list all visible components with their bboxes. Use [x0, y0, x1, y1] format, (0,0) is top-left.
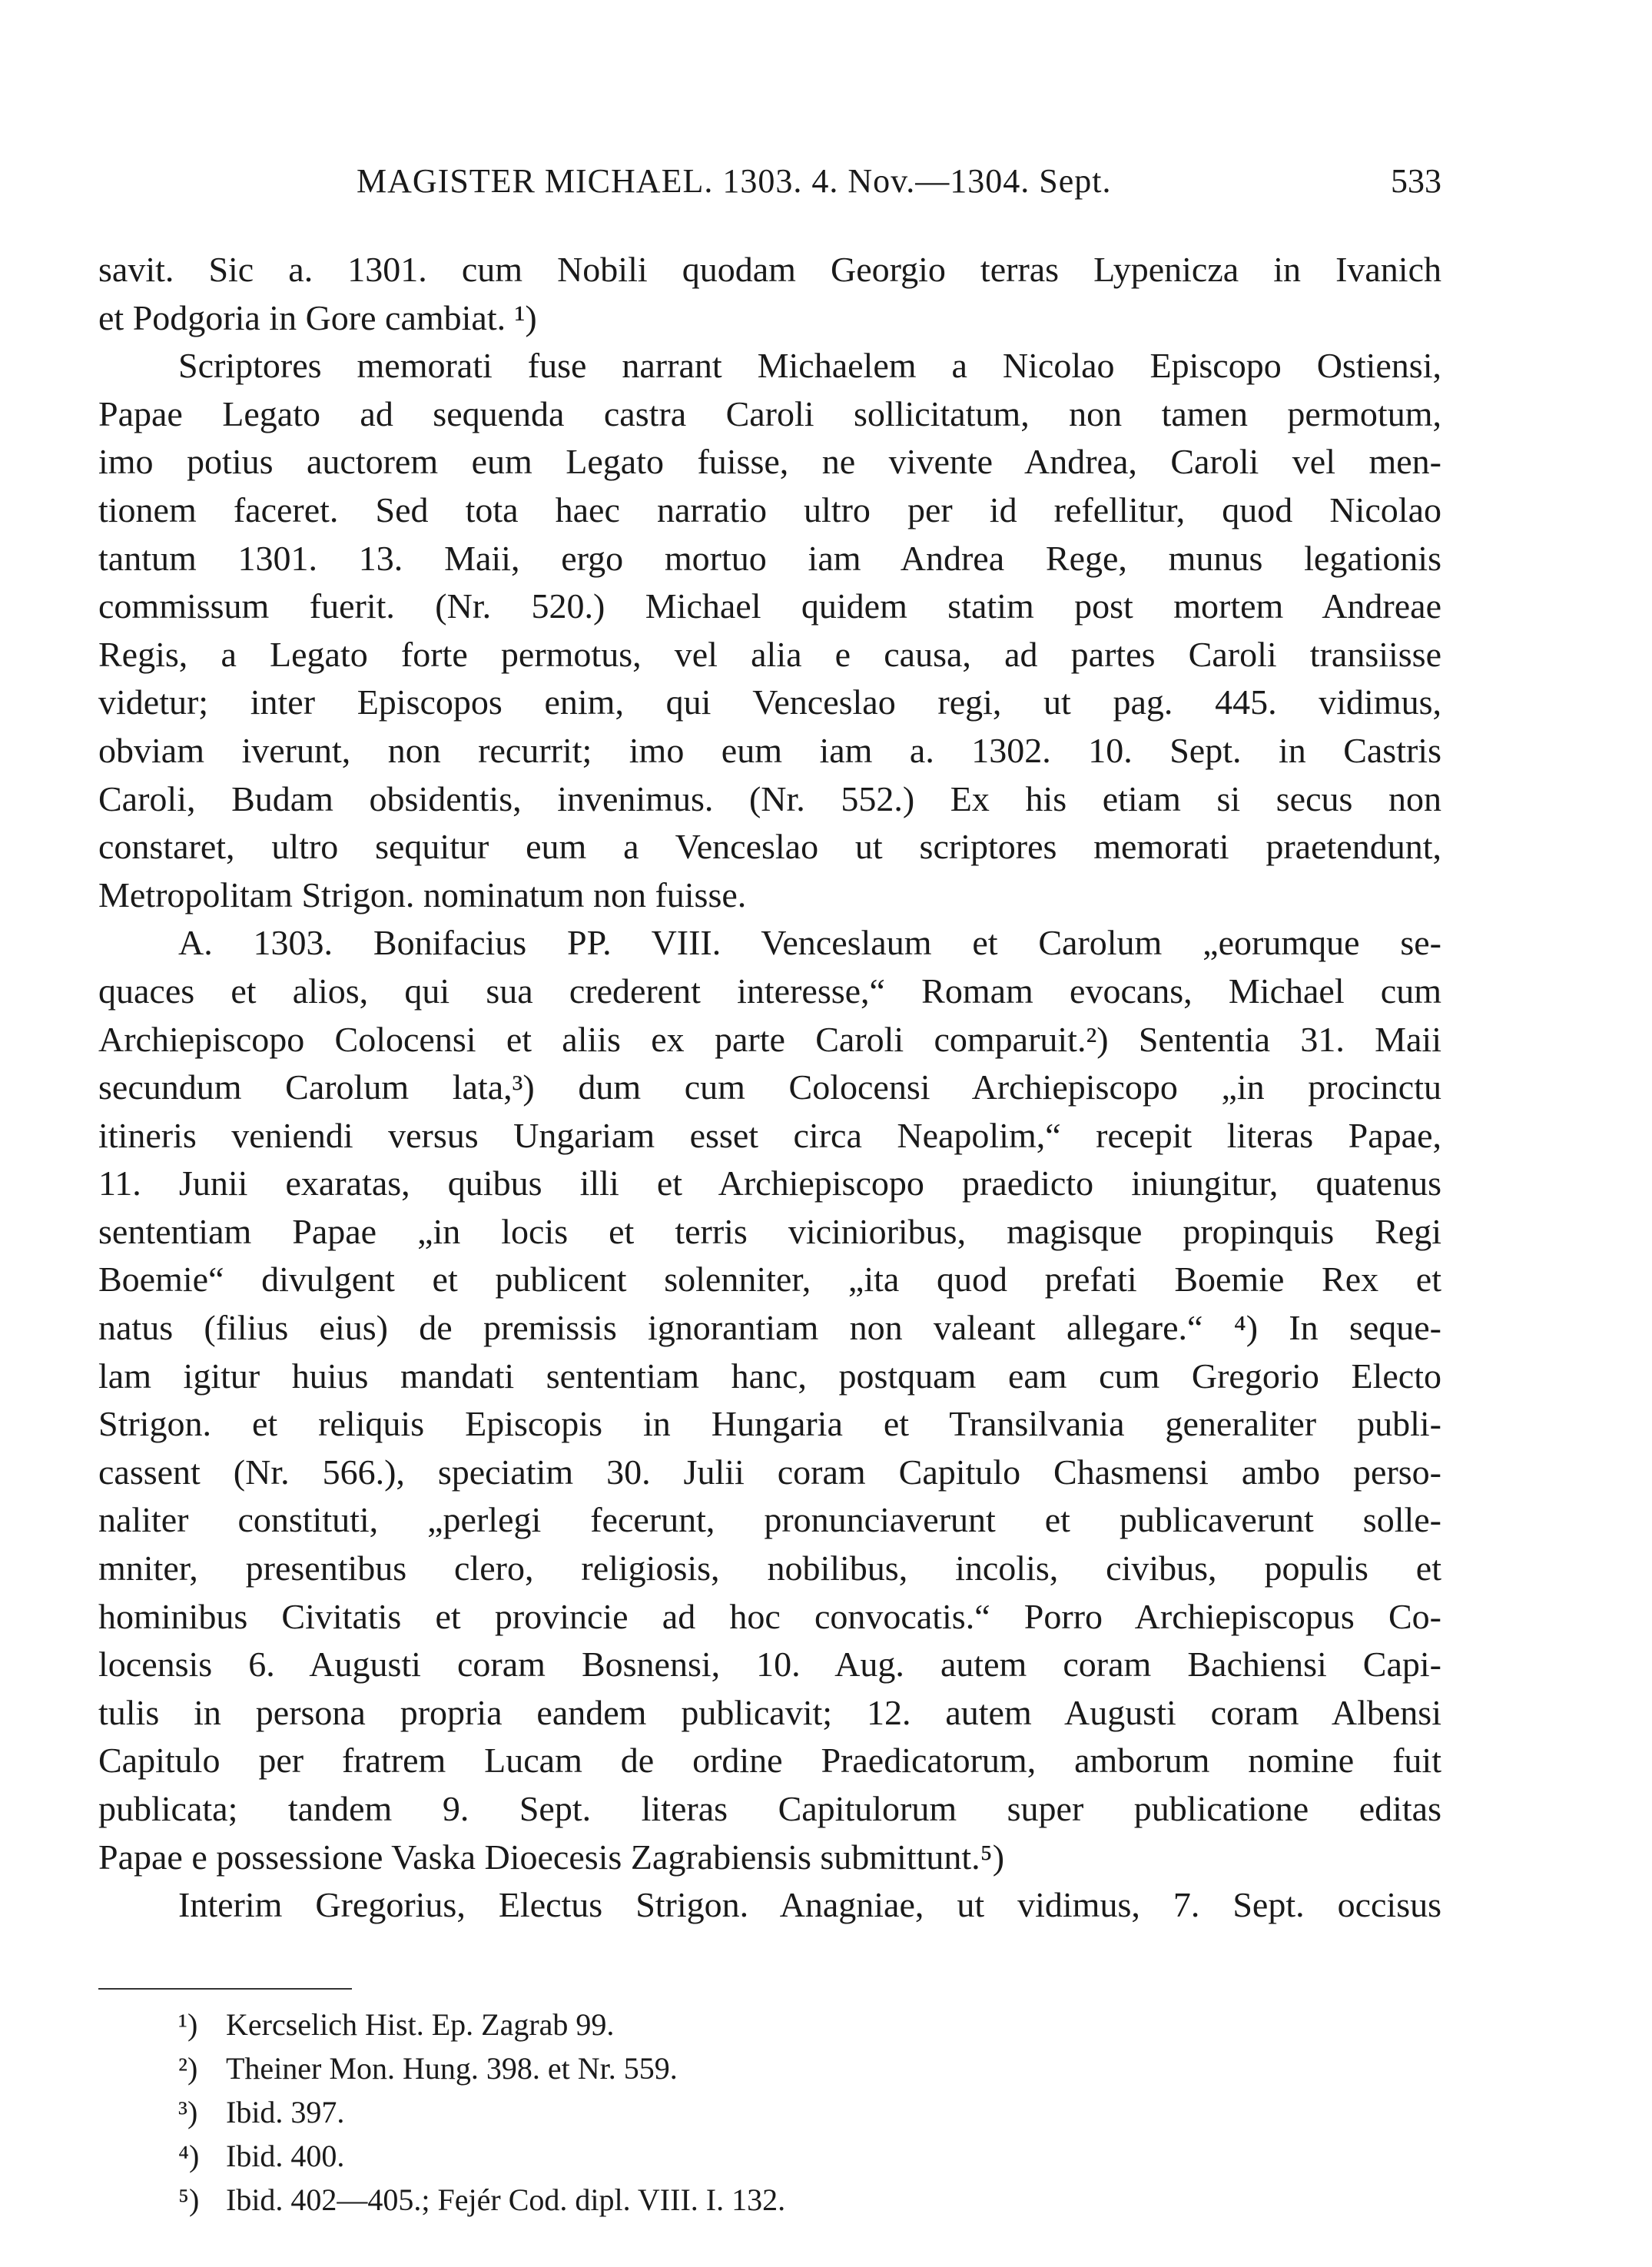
footnote-separator — [98, 1988, 352, 1990]
text-line: obviam iverunt, non recurrit; imo eum iam a. 1302. 10. Sept. in Castris — [98, 730, 1441, 770]
text-line: cassent (Nr. 566.), speciatim 30. Julii coram Capitulo Chasmensi ambo perso- — [98, 1452, 1441, 1492]
footnote — [178, 2090, 1254, 2134]
text-line: Papae e possessione Vaska Dioecesis Zagrabiensis submittunt.⁵) — [98, 1837, 1005, 1877]
text-line: videtur; inter Episcopos enim, qui Venceslao regi, ut pag. 445. vidimus, — [98, 682, 1441, 722]
footnote-mark: ⁵) — [178, 2182, 200, 2217]
text-line: savit. Sic a. 1301. cum Nobili quodam Georgio terras Lypenicza in Ivanich — [98, 250, 1441, 289]
footnote-mark: ³) — [178, 2095, 198, 2129]
text-line: 11. Junii exaratas, quibus illi et Archiepiscopo praedicto iniungitur, quatenus — [98, 1163, 1441, 1203]
text-line: Metropolitam Strigon. nominatum non fuisse. — [98, 875, 747, 914]
text-line: A. 1303. Bonifacius PP. VIII. Venceslaum et Carolum „eorumque se- — [178, 923, 1441, 963]
text-line: imo potius auctorem eum Legato fuisse, ne vivente Andrea, Caroli vel men- — [98, 442, 1441, 482]
footnote — [178, 2046, 1254, 2090]
text-line: publicata; tandem 9. Sept. literas Capitulorum super publicatione editas — [98, 1789, 1441, 1828]
text-line: quaces et alios, qui sua crederent interesse,“ Romam evocans, Michael cum — [98, 971, 1441, 1011]
text-line: tionem faceret. Sed tota haec narratio ultro per id refellitur, quod Nicolao — [98, 490, 1441, 529]
footnote-text: Ibid. 402—405.; Fejér Cod. dipl. VIII. I. 132. — [226, 2182, 786, 2217]
footnote-text: Kercselich Hist. Ep. Zagrab 99. — [226, 2007, 615, 2042]
page-number: 533 — [1391, 162, 1441, 200]
footnote — [178, 2178, 1254, 2222]
text-line: naliter constituti, „perlegi fecerunt, pronunciaverunt et publicaverunt solle- — [98, 1500, 1441, 1540]
text-line: Papae Legato ad sequenda castra Caroli sollicitatum, non tamen permotum, — [98, 393, 1441, 433]
footnote-text: Theiner Mon. Hung. 398. et Nr. 559. — [226, 2051, 678, 2086]
text-line: mniter, presentibus clero, religiosis, nobilibus, incolis, civibus, populis et — [98, 1548, 1441, 1588]
text-line: Caroli, Budam obsidentis, invenimus. (Nr. 552.) Ex his etiam si secus non — [98, 778, 1441, 818]
footnote — [178, 2134, 1254, 2178]
footnotes — [178, 2003, 1254, 2222]
footnote-text: Ibid. 400. — [226, 2139, 345, 2173]
text-line: constaret, ultro sequitur eum a Venceslao ut scriptores memorati praetendunt, — [98, 827, 1441, 867]
text-line: natus (filius eius) de premissis ignorantiam non valeant allegare.“ ⁴) In seque- — [98, 1308, 1441, 1348]
text-line: Strigon. et reliquis Episcopis in Hungaria et Transilvania generaliter publi- — [98, 1404, 1441, 1444]
text-line: Archiepiscopo Colocensi et aliis ex parte Caroli comparuit.²) Sententia 31. Maii — [98, 1019, 1441, 1059]
running-head — [98, 161, 1441, 207]
text-line: lam igitur huius mandati sententiam hanc, postquam eam cum Gregorio Electo — [98, 1356, 1441, 1396]
footnote-mark: ¹) — [178, 2007, 198, 2042]
text-line: itineris veniendi versus Ungariam esset circa Neapolim,“ recepit literas Papae, — [98, 1115, 1441, 1155]
text-line: locensis 6. Augusti coram Bosnensi, 10. Aug. autem coram Bachiensi Capi- — [98, 1645, 1441, 1684]
running-title: MAGISTER MICHAEL. 1303. 4. Nov.—1304. Sept. — [357, 162, 1112, 200]
text-line: tantum 1301. 13. Maii, ergo mortuo iam Andrea Rege, munus legationis — [98, 538, 1441, 578]
footnote-mark: ⁴) — [178, 2139, 200, 2173]
text-line: commissum fuerit. (Nr. 520.) Michael quidem statim post mortem Andreae — [98, 586, 1441, 626]
text-line: secundum Carolum lata,³) dum cum Colocensi Archiepiscopo „in procinctu — [98, 1067, 1441, 1107]
text-line: Regis, a Legato forte permotus, vel alia e causa, ad partes Caroli transiisse — [98, 634, 1441, 674]
text-line: Capitulo per fratrem Lucam de ordine Praedicatorum, amborum nomine fuit — [98, 1741, 1441, 1781]
text-line: Interim Gregorius, Electus Strigon. Anagniae, ut vidimus, 7. Sept. occisus — [178, 1885, 1441, 1925]
footnote-mark: ²) — [178, 2051, 198, 2086]
text-line: Boemie“ divulgent et publicent solenniter, „ita quod prefati Boemie Rex et — [98, 1260, 1441, 1299]
footnote-text: Ibid. 397. — [226, 2095, 345, 2129]
text-line: Scriptores memorati fuse narrant Michaelem a Nicolao Episcopo Ostiensi, — [178, 346, 1441, 386]
text-line: et Podgoria in Gore cambiat. ¹) — [98, 297, 537, 337]
body-text — [98, 246, 1441, 1930]
footnote — [178, 2003, 1254, 2046]
text-line: hominibus Civitatis et provincie ad hoc convocatis.“ Porro Archiepiscopus Co- — [98, 1596, 1441, 1636]
text-line: sententiam Papae „in locis et terris vicinioribus, magisque propinquis Regi — [98, 1211, 1441, 1251]
text-line: tulis in persona propria eandem publicavit; 12. autem Augusti coram Albensi — [98, 1692, 1441, 1732]
